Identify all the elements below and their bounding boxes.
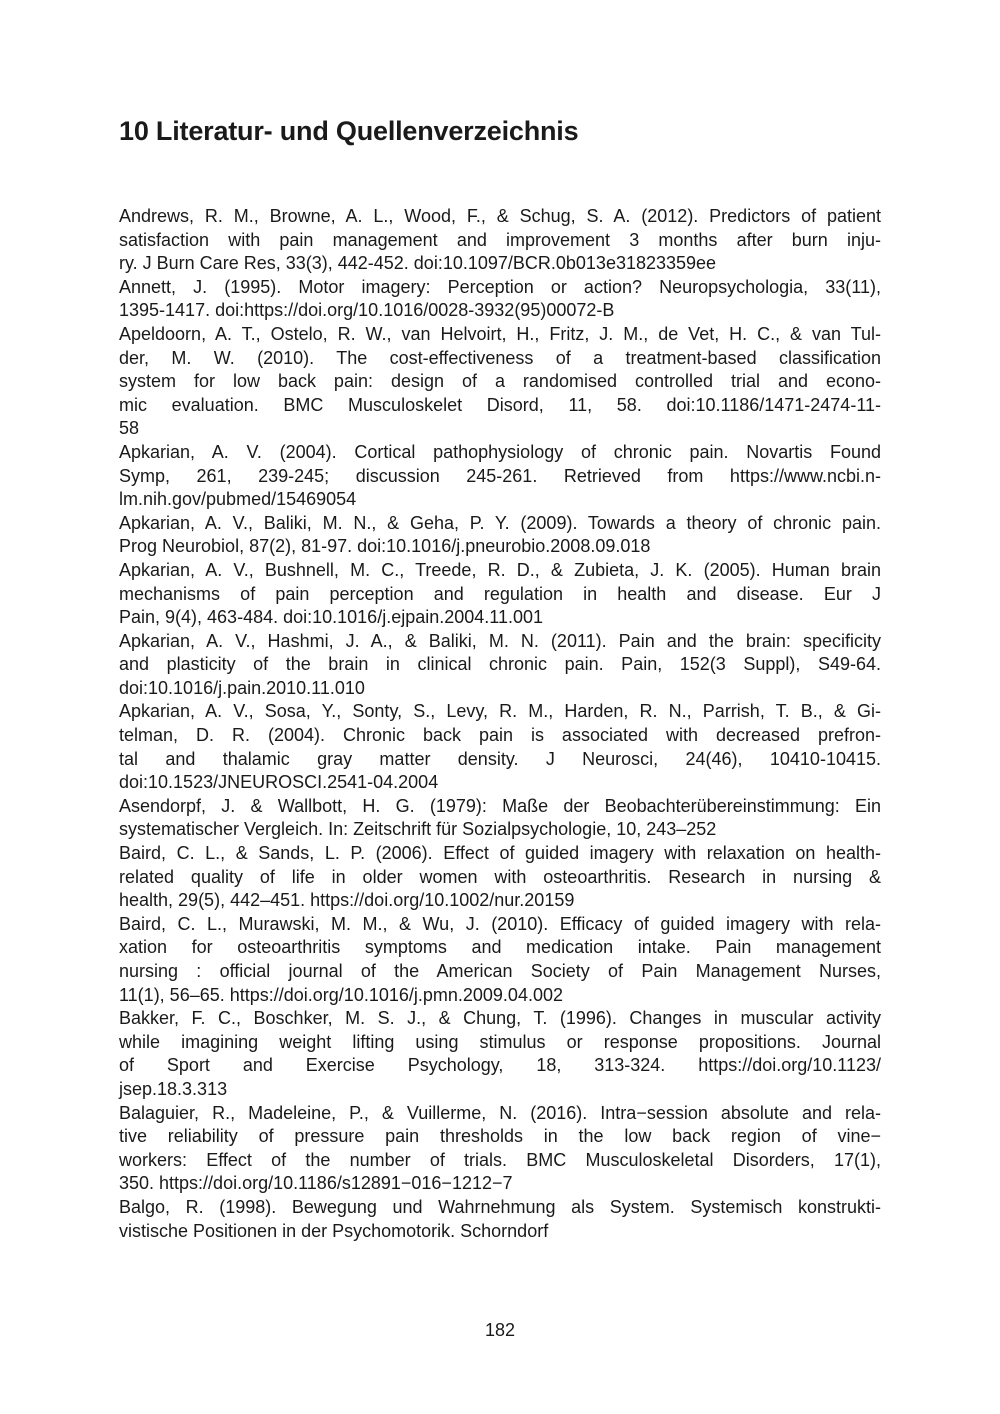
reference-line: 350. https://doi.org/10.1186/s12891−016−1212−7 — [119, 1173, 513, 1194]
reference-line: xation for osteoarthritis symptoms and medication intake. Pain management — [119, 937, 881, 958]
reference-entry — [119, 1007, 881, 1101]
page-title: 10 Literatur- und Quellenverzeichnis — [119, 116, 579, 146]
reference-line: der, M. W. (2010). The cost-effectiveness of a treatment-based classification — [119, 347, 881, 368]
reference-line: Andrews, R. M., Browne, A. L., Wood, F., & Schug, S. A. (2012). Predictors of patient — [119, 206, 881, 226]
reference-line: Baird, C. L., & Sands, L. P. (2006). Effect of guided imagery with relaxation on health- — [119, 843, 881, 864]
reference-line: Apkarian, A. V., Bushnell, M. C., Treede, R. D., & Zubieta, J. K. (2005). Human brain — [119, 559, 881, 580]
reference-line: Apkarian, A. V. (2004). Cortical pathophysiology of chronic pain. Novartis Found — [119, 441, 881, 462]
reference-line: system for low back pain: design of a randomised controlled trial and econo- — [119, 371, 881, 392]
reference-entry — [119, 205, 881, 276]
reference-line: Apeldoorn, A. T., Ostelo, R. W., van Helvoirt, H., Fritz, J. M., de Vet, H. C., & van Tul- — [119, 323, 881, 344]
reference-line: 11(1), 56–65. https://doi.org/10.1016/j.pmn.2009.04.002 — [119, 984, 563, 1005]
reference-list — [119, 205, 881, 1243]
reference-line: Baird, C. L., Murawski, M. M., & Wu, J. (2010). Efficacy of guided imagery with rela- — [119, 913, 881, 934]
reference-line: Asendorpf, J. & Wallbott, H. G. (1979): Maße der Beobachterübereinstimmung: Ein — [119, 795, 881, 816]
reference-line: Symp, 261, 239-245; discussion 245-261. Retrieved from https://www.ncbi.n- — [119, 465, 881, 486]
reference-line: tal and thalamic gray matter density. J Neurosci, 24(46), 10410-10415. — [119, 748, 881, 769]
reference-line: and plasticity of the brain in clinical chronic pain. Pain, 152(3 Suppl), S49-64. — [119, 654, 881, 675]
reference-entry — [119, 1102, 881, 1196]
reference-entry — [119, 913, 881, 1007]
reference-entry — [119, 700, 881, 794]
reference-line: related quality of life in older women with osteoarthritis. Research in nursing & — [119, 866, 881, 887]
reference-line: 1395-1417. doi:https://doi.org/10.1016/0028-3932(95)00072-B — [119, 300, 615, 321]
reference-line: telman, D. R. (2004). Chronic back pain is associated with decreased prefron- — [119, 725, 881, 746]
reference-entry — [119, 795, 881, 842]
reference-entry — [119, 276, 881, 323]
reference-line: vistische Positionen in der Psychomotorik. Schorndorf — [119, 1220, 549, 1241]
reference-entry — [119, 323, 881, 441]
reference-entry — [119, 441, 881, 512]
page-number: 182 — [484, 1320, 516, 1340]
reference-entry — [119, 630, 881, 701]
reference-line: Prog Neurobiol, 87(2), 81-97. doi:10.1016/j.pneurobio.2008.09.018 — [119, 536, 651, 557]
reference-line: health, 29(5), 442–451. https://doi.org/10.1002/nur.20159 — [119, 890, 575, 911]
reference-line: Apkarian, A. V., Baliki, M. N., & Geha, P. Y. (2009). Towards a theory of chronic pain. — [119, 512, 881, 533]
reference-line: tive reliability of pressure pain thresholds in the low back region of vine− — [119, 1126, 881, 1147]
reference-entry — [119, 1196, 881, 1243]
reference-line: satisfaction with pain management and improvement 3 months after burn inju- — [119, 229, 881, 250]
reference-line: mechanisms of pain perception and regulation in health and disease. Eur J — [119, 583, 881, 604]
reference-line: Balaguier, R., Madeleine, P., & Vuillerme, N. (2016). Intra−session absolute and rela- — [119, 1102, 881, 1123]
reference-line: Bakker, F. C., Boschker, M. S. J., & Chung, T. (1996). Changes in muscular activity — [119, 1008, 881, 1029]
reference-line: nursing : official journal of the American Society of Pain Management Nurses, — [119, 961, 881, 981]
reference-entry — [119, 842, 881, 913]
reference-line: doi:10.1016/j.pain.2010.11.010 — [119, 677, 365, 698]
reference-line: lm.nih.gov/pubmed/15469054 — [119, 489, 357, 510]
reference-line: Annett, J. (1995). Motor imagery: Perception or action? Neuropsychologia, 33(11), — [119, 276, 881, 297]
reference-line: Balgo, R. (1998). Bewegung und Wahrnehmung als System. Systemisch konstrukti- — [119, 1196, 881, 1217]
reference-line: jsep.18.3.313 — [119, 1078, 228, 1099]
reference-line: workers: Effect of the number of trials. BMC Musculoskeletal Disorders, 17(1), — [119, 1149, 881, 1170]
reference-line: of Sport and Exercise Psychology, 18, 313-324. https://doi.org/10.1123/ — [119, 1055, 881, 1076]
reference-line: Apkarian, A. V., Sosa, Y., Sonty, S., Levy, R. M., Harden, R. N., Parrish, T. B., & Gi- — [119, 701, 881, 722]
reference-line: ry. J Burn Care Res, 33(3), 442-452. doi:10.1097/BCR.0b013e31823359ee — [119, 253, 717, 274]
reference-line: 58 — [119, 418, 140, 439]
reference-line: mic evaluation. BMC Musculoskelet Disord, 11, 58. doi:10.1186/1471-2474-11- — [119, 394, 881, 415]
reference-line: doi:10.1523/JNEUROSCI.2541-04.2004 — [119, 772, 439, 793]
reference-line: while imagining weight lifting using stimulus or response propositions. Journal — [119, 1031, 881, 1052]
reference-entry — [119, 559, 881, 630]
reference-line: Pain, 9(4), 463-484. doi:10.1016/j.ejpain.2004.11.001 — [119, 607, 543, 628]
reference-line: Apkarian, A. V., Hashmi, J. A., & Baliki, M. N. (2011). Pain and the brain: specificity — [119, 630, 881, 651]
reference-entry — [119, 512, 881, 559]
reference-line: systematischer Vergleich. In: Zeitschrift für Sozialpsychologie, 10, 243–252 — [119, 819, 717, 840]
